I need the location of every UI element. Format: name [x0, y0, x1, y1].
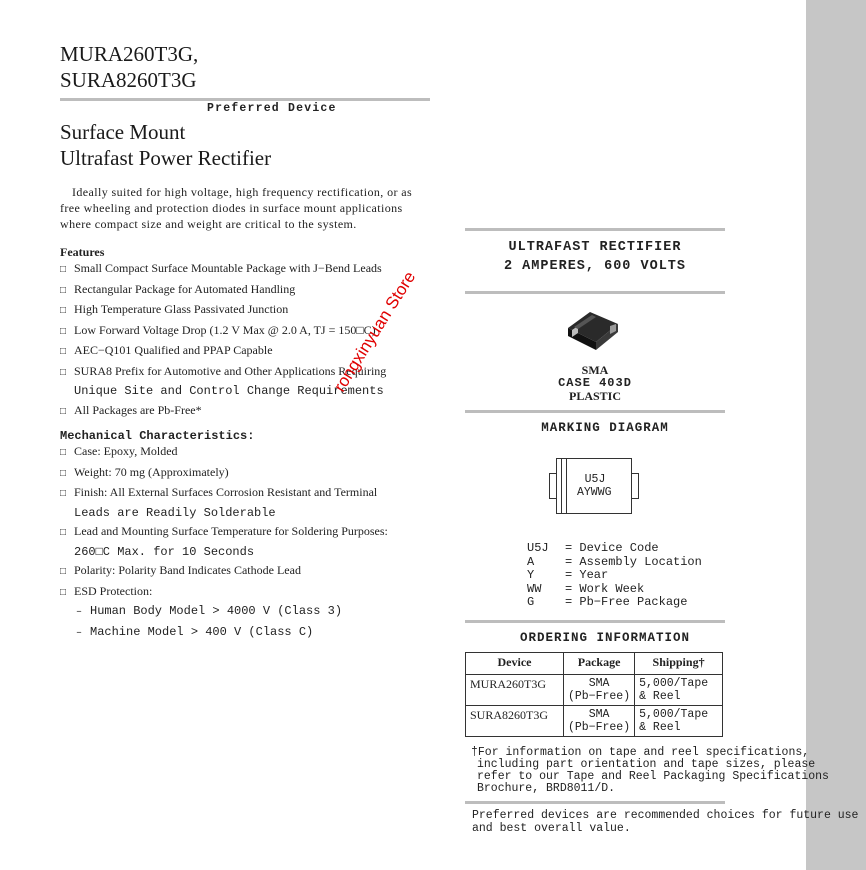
rating-bottom-rule [465, 291, 725, 294]
bullet-icon: □ [60, 566, 67, 577]
list-item: □ Finish: All External Surfaces Corrosion Resistant and Terminal [60, 483, 388, 504]
list-item: □ High Temperature Glass Passivated Junction [60, 300, 386, 321]
marking-heading: MARKING DIAGRAM [541, 421, 669, 435]
title-line2: Ultrafast Power Rectifier [60, 146, 272, 170]
table-header-row [466, 653, 723, 675]
legend-row: WW = Work Week [527, 581, 645, 596]
ordering-top-rule [465, 620, 725, 623]
rating-line1: ULTRAFAST RECTIFIER [508, 240, 682, 255]
bullet-icon: □ [60, 527, 67, 538]
rating-line2: 2 AMPERES, 600 VOLTS [503, 259, 687, 274]
bullet-icon: □ [60, 264, 67, 275]
cell-device: MURA260T3G [466, 675, 564, 706]
header-rule [60, 98, 430, 101]
bullet-icon: □ [60, 325, 67, 337]
bullet-icon: □ [60, 488, 67, 499]
list-item: □ All Packages are Pb-Free* [60, 401, 386, 422]
sub-list-item: – Human Body Model > 4000 V (Class 3) [60, 602, 388, 623]
bullet-icon: □ [60, 346, 67, 357]
bullet-icon: □ [60, 586, 67, 598]
page-margin-bar [806, 0, 866, 870]
features-list [60, 259, 386, 421]
preferred-devices-note: Preferred devices are recommended choices for future use and best overall value. [472, 809, 859, 835]
package-case: CASE 403D [558, 376, 632, 390]
list-item: □ Polarity: Polarity Band Indicates Cathode Lead [60, 561, 388, 582]
list-item: □ Small Compact Surface Mountable Package with J−Bend Leads [60, 259, 386, 280]
shipping-footnote: †For information on tape and reel specifications, including part orientation and tape sizes, please refer to our Tape and Reel Packaging Specifications Brochure, BRD8011/D. [471, 746, 829, 795]
legend-row: U5J = Device Code [527, 541, 659, 555]
cell-shipping: 5,000/Tape & Reel [635, 706, 723, 737]
mechanical-heading: Mechanical Characteristics: [60, 429, 255, 443]
package-material: PLASTIC [568, 389, 621, 403]
ordering-heading: ORDERING INFORMATION [519, 631, 691, 645]
marking-legend [527, 542, 702, 610]
description-paragraph: Ideally suited for high voltage, high frequency rectification, or as free wheeling and protection diodes in surface mount applications where compact size and weight are critical to the system. [60, 185, 413, 231]
list-item: □ SURA8 Prefix for Automotive and Other Applications Requiring [60, 362, 386, 383]
column-header-package: Package [564, 653, 635, 675]
title-line1: Surface Mount [60, 120, 186, 144]
sub-list-item: – Machine Model > 400 V (Class C) [60, 623, 388, 644]
marking-code-line2: AYWWG [577, 486, 612, 499]
list-item: □ Case: Epoxy, Molded [60, 442, 388, 463]
sub-bullet-icon: – [76, 627, 83, 639]
bullet-icon: □ [60, 467, 67, 479]
bullet-icon: □ [60, 405, 67, 417]
sub-bullet-icon: – [76, 607, 83, 618]
cathode-band [561, 459, 567, 513]
rating-top-rule [465, 228, 725, 231]
bullet-icon: □ [60, 447, 67, 458]
ordering-table [465, 652, 723, 737]
table-row [466, 706, 723, 737]
column-header-shipping: Shipping† [635, 653, 723, 675]
list-item: □ AEC−Q101 Qualified and PPAP Capable [60, 341, 386, 362]
sma-package-image [562, 306, 622, 356]
features-heading: Features [60, 245, 105, 259]
cell-package: SMA (Pb−Free) [564, 706, 635, 737]
list-item-continuation: Leads are Readily Solderable [74, 505, 276, 520]
bullet-icon: □ [60, 284, 67, 296]
list-item: □ ESD Protection: [60, 582, 388, 603]
legend-row: A = Assembly Location [527, 554, 702, 569]
note-top-rule [465, 801, 725, 804]
column-header-device: Device [466, 653, 564, 675]
cell-package: SMA (Pb−Free) [564, 675, 635, 706]
legend-row: G = Pb−Free Package [527, 595, 688, 609]
legend-row: Y = Year [527, 568, 609, 582]
bullet-icon: □ [60, 366, 67, 378]
marking-code-line1: U5J [584, 473, 606, 486]
list-item: □ Weight: 70 mg (Approximately) [60, 463, 388, 484]
list-item: □ Low Forward Voltage Drop (1.2 V Max @ 2.0 A, TJ = 150□C) [60, 321, 386, 342]
cell-shipping: 5,000/Tape & Reel [635, 675, 723, 706]
list-item-continuation: Unique Site and Control Change Requirements [74, 384, 384, 398]
preferred-device-label: Preferred Device [207, 102, 337, 115]
marking-diagram-box [556, 458, 632, 514]
cell-device: SURA8260T3G [466, 706, 564, 737]
marking-top-rule [465, 410, 725, 413]
table-row [466, 675, 723, 706]
bullet-icon: □ [60, 305, 67, 316]
list-item: □ Lead and Mounting Surface Temperature for Soldering Purposes: [60, 522, 388, 543]
list-item-continuation: 260□C Max. for 10 Seconds [74, 544, 255, 559]
store-watermark: rongxinyuan Store [330, 267, 420, 396]
package-name: SMA [581, 363, 609, 377]
list-item: □ Rectangular Package for Automated Handling [60, 280, 386, 301]
part-number-line2: SURA8260T3G [60, 68, 197, 92]
mechanical-list [60, 442, 388, 643]
part-number-line1: MURA260T3G, [60, 42, 199, 66]
